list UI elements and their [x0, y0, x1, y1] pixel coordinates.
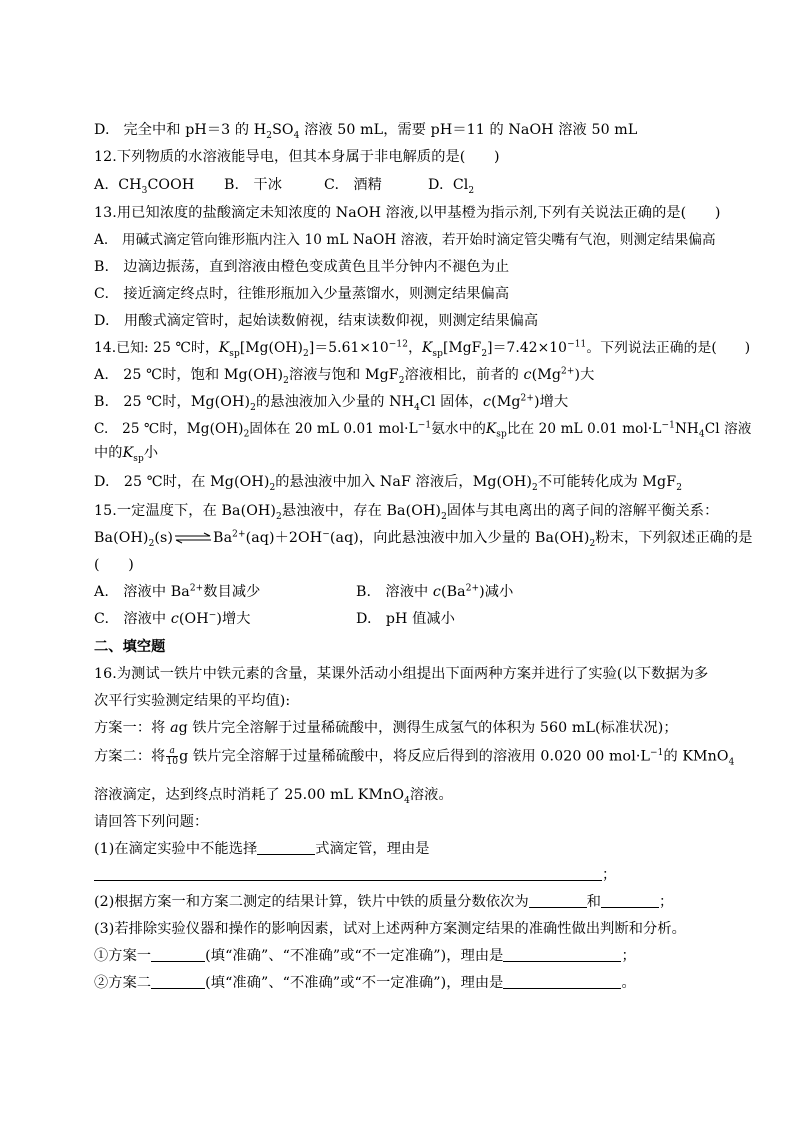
- text-fragment: 氨水中的: [431, 421, 486, 437]
- q16-part3: (3)若排除实验仪器和操作的影响因素，试对上述两种方案测定结果的准确性做出判断和分析。: [94, 921, 686, 937]
- text-fragment: 15.一定温度下，在 Ba(OH): [94, 503, 277, 519]
- answer-blank-2[interactable]: [94, 866, 602, 881]
- q16-part1-answer-line: [94, 865, 702, 885]
- subscript: 2: [266, 130, 273, 141]
- q16-ask: 请回答下列问题：: [94, 814, 209, 830]
- text-fragment: 悬浊液中，存在 Ba(OH): [281, 503, 442, 519]
- text-fragment: g 铁片完全溶解于过量稀硫酸中，将反应后得到的溶液用 0.020 00 mol·L: [179, 748, 650, 765]
- subscript: 2: [250, 402, 256, 413]
- text-fragment: ；: [602, 867, 617, 883]
- text-fragment: 溶液与饱和 MgF: [288, 367, 399, 383]
- text-fragment: K: [421, 340, 433, 356]
- text-fragment: 溶液 50 mL，需要 pH＝11 的 NaOH 溶液 50 mL: [299, 122, 638, 138]
- text-fragment: 数目减少: [203, 584, 261, 600]
- text-fragment: (s): [154, 530, 174, 546]
- q14-option-b: [94, 392, 702, 412]
- text-fragment: 式滴定管，理由是: [315, 841, 430, 857]
- q15-equation: [94, 528, 753, 549]
- text-fragment: (2)根据方案一和方案二测定的结果计算，铁片中铁的质量分数依次为: [94, 894, 529, 910]
- text-fragment: g 铁片完全溶解于过量稀硫酸中，测得生成氢气的体积为 560 mL(标准状况)；: [178, 720, 678, 736]
- text-fragment: A. 溶液中 Ba: [94, 584, 190, 600]
- superscript: −1: [661, 420, 675, 431]
- answer-blank-1[interactable]: [257, 840, 315, 855]
- subscript: sp: [496, 429, 507, 440]
- subscript: sp: [432, 348, 443, 359]
- q13-option-a: A. 用碱式滴定管向锥形瓶内注入 10 mL NaOH 溶液，若开始时滴定管尖嘴有气泡，则测定结果偏高: [94, 232, 716, 248]
- text-fragment: 不可能转化成为 MgF: [537, 474, 677, 490]
- text-fragment: c: [523, 367, 532, 383]
- subscript: sp: [229, 348, 240, 359]
- subscript: 4: [728, 757, 735, 768]
- text-fragment: 14.已知: 25 ℃时，: [94, 340, 219, 356]
- superscript: 2+: [520, 393, 535, 404]
- q12-option-c: C. 酒精: [324, 177, 382, 193]
- text-fragment: Cl: [452, 177, 469, 193]
- answer-blank-3[interactable]: [529, 893, 587, 908]
- text-fragment: 溶液。: [409, 787, 453, 803]
- text-fragment: B. 溶液中: [356, 584, 433, 600]
- section-heading: 二、填空题: [94, 639, 166, 655]
- q13-option-b: B. 边滴边振荡，直到溶液由橙色变成黄色且半分钟内不褪色为止: [94, 259, 510, 275]
- text-fragment: (OH: [178, 611, 209, 627]
- subscript: 2: [398, 375, 405, 386]
- text-fragment: 。: [621, 975, 636, 991]
- q15-bracket: ( ): [94, 557, 134, 573]
- q15-options-ab: [94, 582, 702, 602]
- text-fragment: K: [485, 421, 497, 437]
- text-fragment: 。下列说法正确的是( ): [586, 340, 751, 356]
- text-fragment: ；: [621, 948, 636, 964]
- q12-option-b: B. 干冰: [224, 177, 282, 193]
- text-fragment: )增大: [534, 394, 569, 410]
- q12-stem: 12.下列物质的水溶液能导电，但其本身属于非电解质的是( ): [94, 149, 500, 165]
- q15-option-a: [94, 582, 356, 602]
- text-fragment: (填“准确”、“不准确”或“不一定准确”)，理由是: [205, 975, 504, 991]
- q14-stem: [94, 338, 751, 359]
- superscript: 2+: [232, 529, 246, 540]
- text-fragment: [Mg(OH): [239, 340, 304, 356]
- subscript: 2: [243, 429, 250, 440]
- text-fragment: ②方案二: [94, 975, 152, 991]
- text-fragment: 的悬浊液加入少量的 NH: [255, 394, 415, 410]
- q12-option-d: [428, 175, 474, 195]
- q14-option-a: [94, 365, 702, 385]
- q12-options: [94, 175, 702, 195]
- text-fragment: 的 KMnO: [663, 748, 729, 765]
- text-fragment: 和: [586, 894, 602, 910]
- subscript: 4: [404, 795, 410, 806]
- answer-blank-6[interactable]: [503, 947, 621, 962]
- q16-stem-line1: 16.为测试一铁片中铁元素的含量，某课外活动小组提出下面两种方案并进行了实验(以下数据为多: [94, 666, 709, 682]
- q14-option-c: [94, 419, 752, 440]
- subscript: 2: [481, 348, 488, 359]
- text-fragment: 的悬浊液中加入 NaF 溶液后，Mg(OH): [275, 474, 532, 490]
- text-fragment: )减小: [479, 584, 514, 600]
- text-fragment: [MgF: [442, 340, 482, 356]
- text-fragment: c: [483, 394, 492, 410]
- text-fragment: A. 25 ℃时，饱和 Mg(OH): [94, 367, 284, 383]
- text-fragment: 完全中和 pH＝3 的 H: [123, 122, 267, 138]
- text-fragment: a: [170, 720, 179, 736]
- subscript: 4: [698, 429, 705, 440]
- text-fragment: K: [218, 340, 230, 356]
- answer-blank-7[interactable]: [151, 974, 205, 989]
- text-fragment: 固体与其电离出的离子间的溶解平衡关系：: [446, 503, 719, 519]
- text-fragment: D. 25 ℃时，在 Mg(OH): [94, 474, 270, 490]
- superscript: −11: [567, 339, 587, 350]
- q15-option-c: [94, 609, 356, 629]
- text-fragment: B. 25 ℃时，Mg(OH): [94, 394, 251, 410]
- subscript: sp: [133, 453, 144, 464]
- superscript: 2+: [465, 583, 480, 594]
- text-fragment: (aq)，向此悬浊液中加入少量的 Ba(OH): [329, 530, 590, 546]
- text-fragment: ]＝7.42×10: [487, 340, 568, 356]
- text-fragment: ]＝5.61×10: [308, 340, 389, 356]
- fraction-a-over-10: [166, 746, 178, 767]
- text-fragment: Cl 溶液: [704, 421, 752, 437]
- subscript: 2: [531, 482, 538, 493]
- text-fragment: D.: [428, 177, 444, 193]
- q16-stem-line2: 次平行实验测定结果的平均值):: [94, 693, 291, 709]
- text-fragment: (填“准确”、“不准确”或“不一定准确”)，理由是: [205, 948, 504, 964]
- superscript: −: [208, 610, 217, 621]
- q16-part3-plan2: [94, 973, 702, 993]
- text-fragment: Cl 固体，: [419, 394, 484, 410]
- text-fragment: a: [169, 746, 176, 756]
- text-fragment: 中的: [94, 445, 123, 461]
- text-fragment: NH: [674, 421, 699, 437]
- q11-option-d: [94, 120, 702, 140]
- superscript: −12: [388, 339, 409, 350]
- answer-blank-8[interactable]: [503, 974, 621, 989]
- subscript: 2: [276, 511, 282, 522]
- superscript: 2+: [561, 366, 575, 377]
- answer-blank-5[interactable]: [151, 947, 205, 962]
- q13-option-d: D. 用酸式滴定管时，起始读数俯视，结束读数仰视，则测定结果偏高: [94, 313, 539, 329]
- superscript: −1: [649, 747, 664, 758]
- q16-plan2-cont: [94, 785, 702, 805]
- subscript: 2: [269, 482, 276, 493]
- text-fragment: ；: [659, 894, 674, 910]
- text-fragment: (Mg: [491, 394, 521, 410]
- q15-stem: [94, 501, 719, 522]
- text-fragment: c: [432, 584, 441, 600]
- q12-option-a: [94, 175, 224, 195]
- text-fragment: ，: [408, 340, 422, 356]
- subscript: 3: [141, 185, 148, 196]
- text-fragment: Ba: [213, 530, 233, 546]
- text-fragment: COOH: [147, 177, 195, 193]
- q16-part2: [94, 892, 702, 912]
- subscript: 2: [148, 538, 155, 549]
- q13-option-c: C. 接近滴定终点时，往锥形瓶加入少量蒸馏水，则测定结果偏高: [94, 286, 510, 302]
- text-fragment: Ba(OH): [94, 530, 149, 546]
- inline-element: [173, 532, 213, 544]
- subscript: 2: [441, 511, 447, 522]
- answer-blank-4[interactable]: [601, 893, 659, 908]
- subscript: 2: [676, 482, 683, 493]
- q16-part3-plan1: [94, 946, 702, 966]
- text-fragment: 方案二：将: [94, 748, 166, 765]
- subscript: 4: [414, 402, 420, 413]
- q16-plan2: [94, 746, 735, 768]
- text-fragment: 粉末，下列叙述正确的是: [595, 530, 753, 546]
- text-fragment: (aq)＋2OH: [245, 530, 323, 546]
- text-fragment: D.: [94, 122, 110, 138]
- text-fragment: 溶液滴定，达到终点时消耗了 25.00 mL KMnO: [94, 787, 405, 803]
- subscript: 2: [589, 538, 596, 549]
- q16-part1: [94, 839, 702, 859]
- q15-options-cd: [94, 609, 702, 629]
- q15-option-b: [356, 582, 513, 602]
- text-fragment: )大: [574, 367, 595, 383]
- text-fragment: 比在 20 mL 0.01 mol·L: [506, 421, 662, 437]
- subscript: 2: [468, 185, 475, 196]
- text-fragment: K: [122, 445, 134, 461]
- text-fragment: (Mg: [531, 367, 562, 383]
- text-fragment: 小: [143, 445, 159, 461]
- text-fragment: A.: [94, 177, 109, 193]
- text-fragment: (Ba: [440, 584, 466, 600]
- equilibrium-arrow-icon: [173, 532, 213, 544]
- text-fragment: )增大: [216, 611, 251, 627]
- q14-option-c-cont: [94, 443, 702, 463]
- text-fragment: CH: [118, 177, 142, 193]
- text-fragment: 10: [166, 757, 179, 767]
- subscript: 2: [283, 375, 289, 386]
- q14-option-d: [94, 472, 702, 492]
- q16-plan1: [94, 718, 702, 738]
- text-fragment: 固体在 20 mL 0.01 mol·L: [249, 421, 418, 437]
- text-fragment: (1)在滴定实验中不能选择: [94, 841, 258, 857]
- subscript: 4: [293, 130, 300, 141]
- q13-stem: 13.用已知浓度的盐酸滴定未知浓度的 NaOH 溶液,以甲基橙为指示剂,下列有关说法正确的是( ): [94, 205, 721, 221]
- text-fragment: 方案一：将: [94, 720, 171, 736]
- text-fragment: SO: [272, 122, 294, 138]
- text-fragment: ①方案一: [94, 948, 152, 964]
- superscript: −: [322, 529, 330, 540]
- inline-element: [166, 746, 178, 757]
- text-fragment: 溶液相比，前者的: [404, 367, 524, 383]
- text-fragment: C. 25 ℃时，Mg(OH): [94, 421, 244, 437]
- superscript: 2+: [189, 583, 204, 594]
- text-fragment: c: [170, 611, 179, 627]
- subscript: 2: [303, 348, 309, 359]
- superscript: −1: [417, 420, 432, 431]
- text-fragment: C. 溶液中: [94, 611, 171, 627]
- q15-option-d: D. pH 值减小: [356, 611, 455, 627]
